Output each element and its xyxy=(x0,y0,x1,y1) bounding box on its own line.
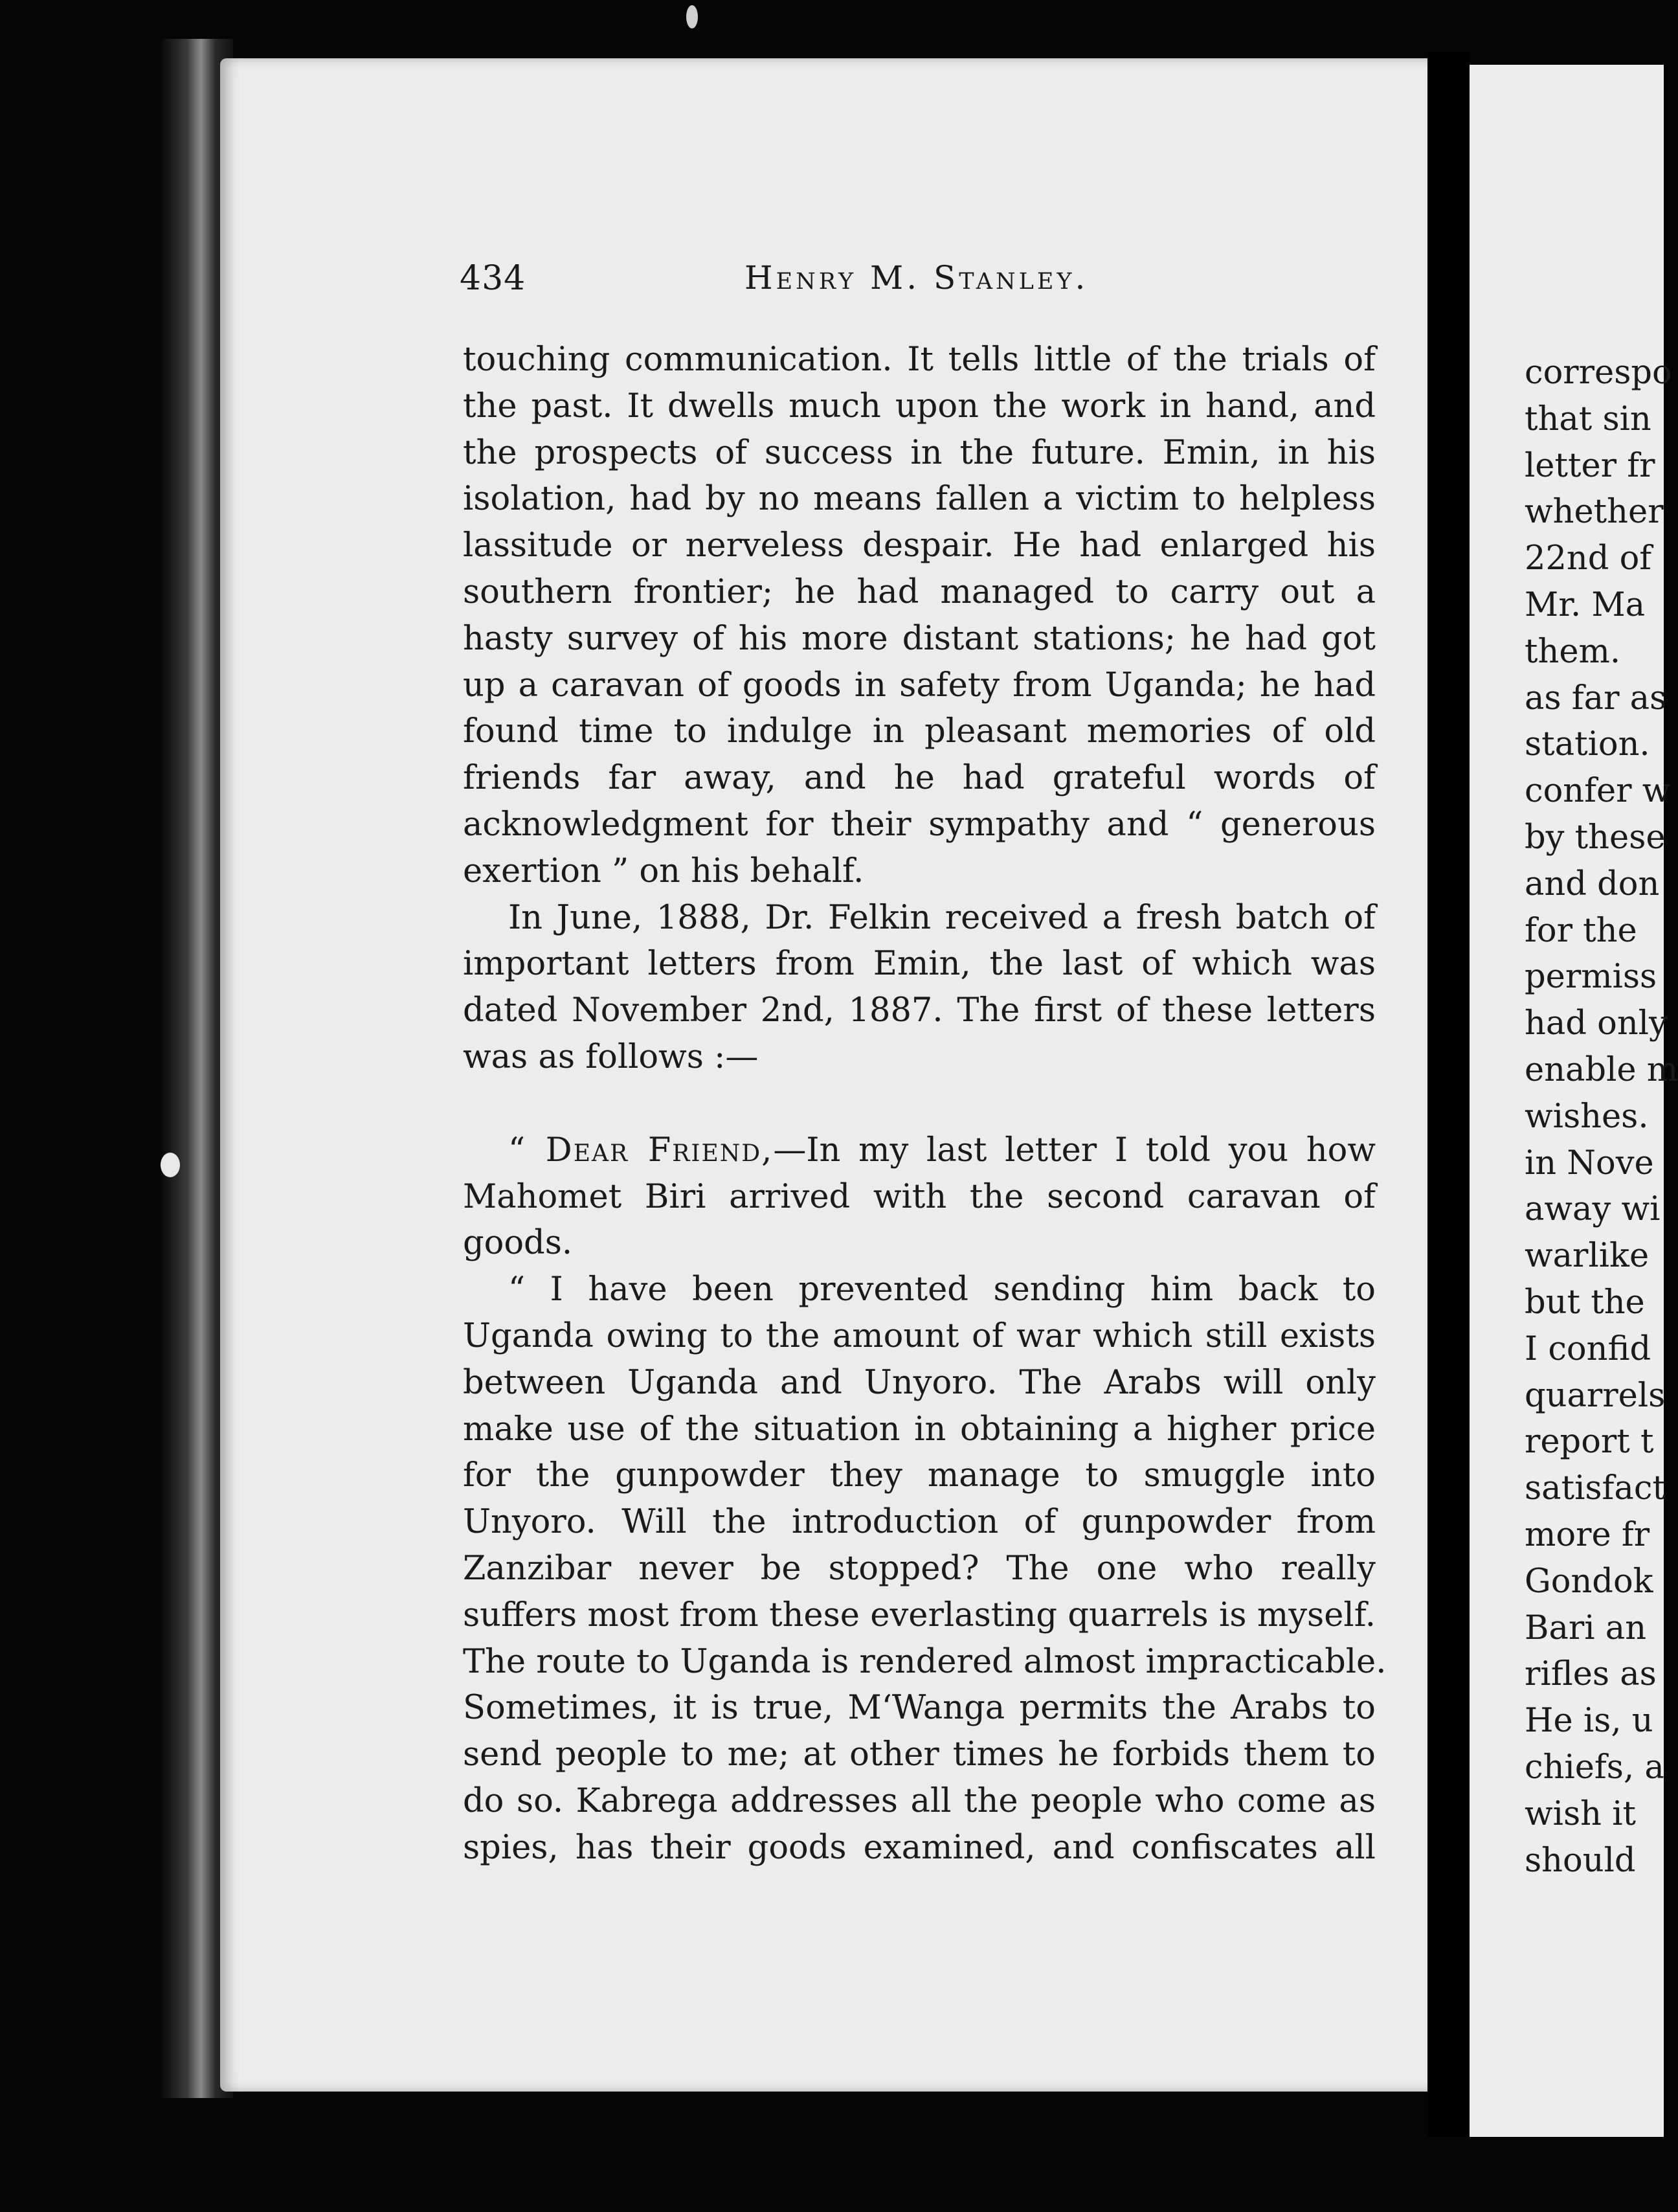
right-page-line: in Nove xyxy=(1525,1144,1654,1182)
text-line: spies, has their goods examined, and confiscates all xyxy=(463,1828,1376,1867)
text-line: “ I have been prevented sending him back to xyxy=(508,1270,1376,1309)
right-page-line: I confid xyxy=(1525,1329,1651,1368)
right-page-line: 22nd of xyxy=(1525,539,1652,578)
text-line: was as follows :— xyxy=(463,1037,759,1076)
letter-opening-text: —In my last letter I told you how xyxy=(773,1131,1376,1169)
text-line: exertion ” on his behalf. xyxy=(463,852,864,890)
right-page-line: Mr. Ma xyxy=(1525,585,1646,624)
page-number: 434 xyxy=(460,259,526,298)
paragraph xyxy=(463,895,1376,1081)
text-line: Mahomet Biri arrived with the second caravan of xyxy=(463,1177,1376,1216)
running-head xyxy=(460,259,1379,304)
right-page-line: whether xyxy=(1525,493,1664,532)
right-page-line: permiss xyxy=(1525,958,1657,997)
text-line: In June, 1888, Dr. Felkin received a fresh batch of xyxy=(508,898,1376,937)
right-page-line: chiefs, a xyxy=(1525,1748,1664,1787)
right-page xyxy=(1470,65,1678,2137)
text-line: Zanzibar never be stopped? The one who really xyxy=(463,1549,1376,1588)
right-page-line: enable m xyxy=(1525,1050,1678,1089)
right-page-line: He is, u xyxy=(1525,1702,1653,1741)
text-line: friends far away, and he had grateful words of xyxy=(463,759,1376,798)
text-line: between Uganda and Unyoro. The Arabs will only xyxy=(463,1363,1376,1402)
text-line: suffers most from these everlasting quarrels is myself. xyxy=(463,1596,1376,1634)
right-page-line: quarrels xyxy=(1525,1376,1666,1415)
right-page-line: as far as xyxy=(1525,679,1667,717)
text-line: make use of the situation in obtaining a higher price xyxy=(463,1410,1376,1449)
scan-speck xyxy=(686,5,698,28)
text-line: hasty survey of his more distant stations; he had got xyxy=(463,619,1376,658)
right-page-line: wish it xyxy=(1525,1794,1637,1833)
text-line: lassitude or nerveless despair. He had enlarged his xyxy=(463,526,1376,565)
running-head-title: Henry M. Stanley. xyxy=(744,259,1089,297)
section-gap xyxy=(463,1081,1376,1127)
right-page-line: rifles as xyxy=(1525,1655,1657,1694)
letter-salutation: “ Dear Friend, xyxy=(508,1131,774,1169)
text-line: isolation, had by no means fallen a victim to helpless xyxy=(463,480,1376,519)
right-page-line: that sin xyxy=(1525,400,1651,438)
right-page-line: them. xyxy=(1525,632,1621,671)
text-line: dated November 2nd, 1887. The first of these letters xyxy=(463,991,1376,1030)
text-line: Sometimes, it is true, M‘Wanga permits the Arabs to xyxy=(463,1689,1376,1728)
text-line xyxy=(463,1127,1376,1174)
letter-paragraph xyxy=(463,1267,1387,1871)
scan-speck xyxy=(161,1153,180,1177)
text-line: for the gunpowder they manage to smuggle into xyxy=(463,1456,1376,1495)
text-line: Uganda owing to the amount of war which still exists xyxy=(463,1316,1376,1355)
paragraph xyxy=(463,337,1376,895)
right-page-line: letter fr xyxy=(1525,446,1655,485)
right-page-line: should xyxy=(1525,1841,1636,1880)
text-line: important letters from Emin, the last of which was xyxy=(463,945,1376,984)
right-page-line: report t xyxy=(1525,1423,1654,1462)
right-page-line: had only xyxy=(1525,1004,1668,1043)
text-line: acknowledgment for their sympathy and “ generous xyxy=(463,805,1376,844)
text-line: up a caravan of goods in safety from Uganda; he had xyxy=(463,666,1376,705)
text-line: send people to me; at other times he forbids them to xyxy=(463,1735,1376,1774)
right-page-text xyxy=(1525,350,1678,1884)
right-page-line: but the xyxy=(1525,1283,1645,1322)
right-page-line: wishes. xyxy=(1525,1097,1649,1136)
text-line: do so. Kabrega addresses all the people who come as xyxy=(463,1781,1376,1820)
text-line: found time to indulge in pleasant memories of old xyxy=(463,712,1376,751)
right-page-line: Gondok xyxy=(1525,1562,1653,1601)
text-line: The route to Uganda is rendered almost impracticable. xyxy=(463,1642,1387,1681)
text-line: southern frontier; he had managed to carry out a xyxy=(463,572,1376,611)
right-page-line: and don xyxy=(1525,864,1660,903)
right-page-line: away wi xyxy=(1525,1190,1661,1229)
right-page-line: by these xyxy=(1525,818,1666,857)
right-page-line: more fr xyxy=(1525,1515,1650,1554)
right-page-line: correspo xyxy=(1525,354,1672,392)
right-page-line: Bari an xyxy=(1525,1608,1647,1647)
right-page-line: station. xyxy=(1525,725,1650,764)
right-page-line: satisfact xyxy=(1525,1469,1666,1508)
letter-paragraph xyxy=(463,1127,1376,1267)
body-text xyxy=(463,337,1387,1871)
right-page-line: for the xyxy=(1525,911,1637,950)
right-page-line: warlike xyxy=(1525,1237,1650,1276)
right-page-line: confer w xyxy=(1525,772,1671,811)
page-gutter xyxy=(1427,52,1470,2137)
text-line: touching communication. It tells little of the trials of xyxy=(463,341,1376,379)
text-line: Unyoro. Will the introduction of gunpowder from xyxy=(463,1503,1376,1542)
text-line: goods. xyxy=(463,1224,573,1263)
text-line: the past. It dwells much upon the work in hand, and xyxy=(463,387,1376,425)
text-line: the prospects of success in the future. Emin, in his xyxy=(463,433,1376,472)
